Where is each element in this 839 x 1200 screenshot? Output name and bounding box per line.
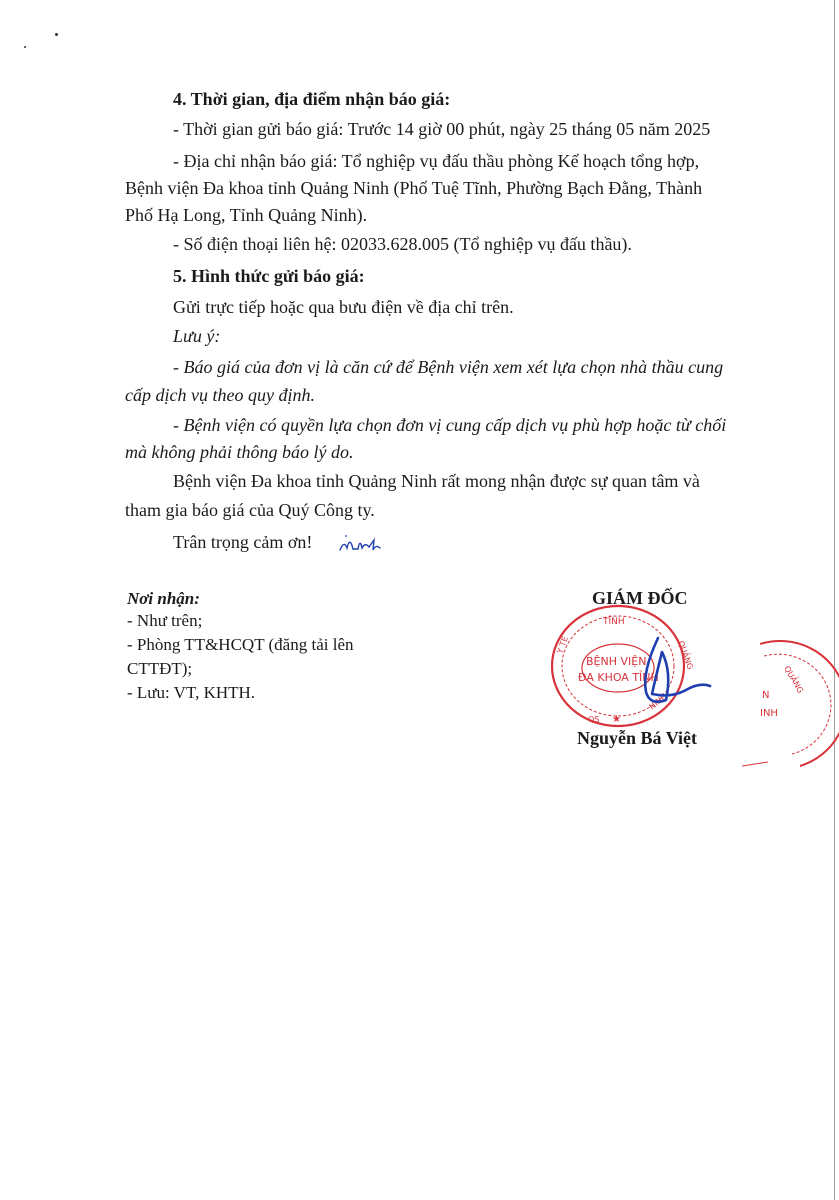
seal-ring-top: TỈNH <box>603 617 625 627</box>
address-line-1: - Địa chỉ nhận báo giá: Tổ nghiệp vụ đấu thầu phòng Kế hoạch tổng hợp, <box>173 151 700 171</box>
handwritten-initials <box>338 530 388 558</box>
director-signature <box>612 632 722 722</box>
send-method: Gửi trực tiếp hoặc qua bưu điện về địa chỉ trên. <box>173 297 514 317</box>
section-4-heading: 4. Thời gian, địa điểm nhận báo giá: <box>173 89 451 109</box>
partial-seal <box>740 640 839 772</box>
address-line-2: Bệnh viện Đa khoa tỉnh Quảng Ninh (Phố Tuệ Tĩnh, Phường Bạch Đằng, Thành <box>125 178 703 198</box>
note-item-1-line-1: - Báo giá của đơn vị là căn cứ để Bệnh viện xem xét lựa chọn nhà thầu cung <box>173 357 724 377</box>
scan-speck <box>55 33 58 36</box>
recipient-item-3: - Lưu: VT, KHTH. <box>127 683 256 702</box>
address-line-3: Phố Hạ Long, Tỉnh Quảng Ninh). <box>125 205 368 225</box>
scan-speck <box>24 46 26 48</box>
seal-ring-left: Y TẾ <box>555 635 570 655</box>
page-edge <box>834 0 835 1200</box>
recipient-item-1: - Như trên; <box>127 611 203 630</box>
send-time: - Thời gian gửi báo giá: Trước 14 giờ 00 phút, ngày 25 tháng 05 năm 2025 <box>173 119 711 139</box>
note-item-2-line-2: mà không phải thông báo lý do. <box>125 442 354 462</box>
recipient-item-2-line-1: - Phòng TT&HCQT (đăng tải lên <box>127 635 354 654</box>
contact-phone: - Số điện thoại liên hệ: 02033.628.005 (Tổ nghiệp vụ đấu thầu). <box>173 234 632 254</box>
recipients-heading: Nơi nhận: <box>127 589 200 608</box>
closing-line-2: tham gia báo giá của Quý Công ty. <box>125 500 375 520</box>
section-5-heading: 5. Hình thức gửi báo giá: <box>173 266 365 286</box>
seal-center-line-2: ĐA KHOA TỈNH <box>578 671 659 684</box>
partial-seal-text-2: N <box>762 690 770 701</box>
note-label: Lưu ý: <box>173 326 221 346</box>
seal-center-line-1: BỆNH VIỆN <box>586 655 647 668</box>
thanks-line: Trân trọng cảm ơn! <box>173 532 313 552</box>
signer-title: GIÁM ĐỐC <box>592 588 688 608</box>
seal-ring-right: QUẢNG <box>676 639 695 671</box>
partial-seal-text-3: INH <box>760 708 778 719</box>
note-item-2-line-1: - Bệnh viện có quyền lựa chọn đơn vị cung cấp dịch vụ phù hợp hoặc từ chối <box>173 415 727 435</box>
signer-name: Nguyễn Bá Việt <box>577 728 698 748</box>
recipient-item-2-line-2: CTTĐT); <box>127 659 193 678</box>
partial-seal-text-1: QUẢNG <box>782 664 805 695</box>
seal-ring-bottom: QS <box>588 715 600 724</box>
note-item-1-line-2: cấp dịch vụ theo quy định. <box>125 385 315 405</box>
seal-ring-bottom-right: NINH <box>647 691 669 712</box>
svg-text:★: ★ <box>612 714 621 725</box>
closing-line-1: Bệnh viện Đa khoa tỉnh Quảng Ninh rất mong nhận được sự quan tâm và <box>173 471 700 491</box>
